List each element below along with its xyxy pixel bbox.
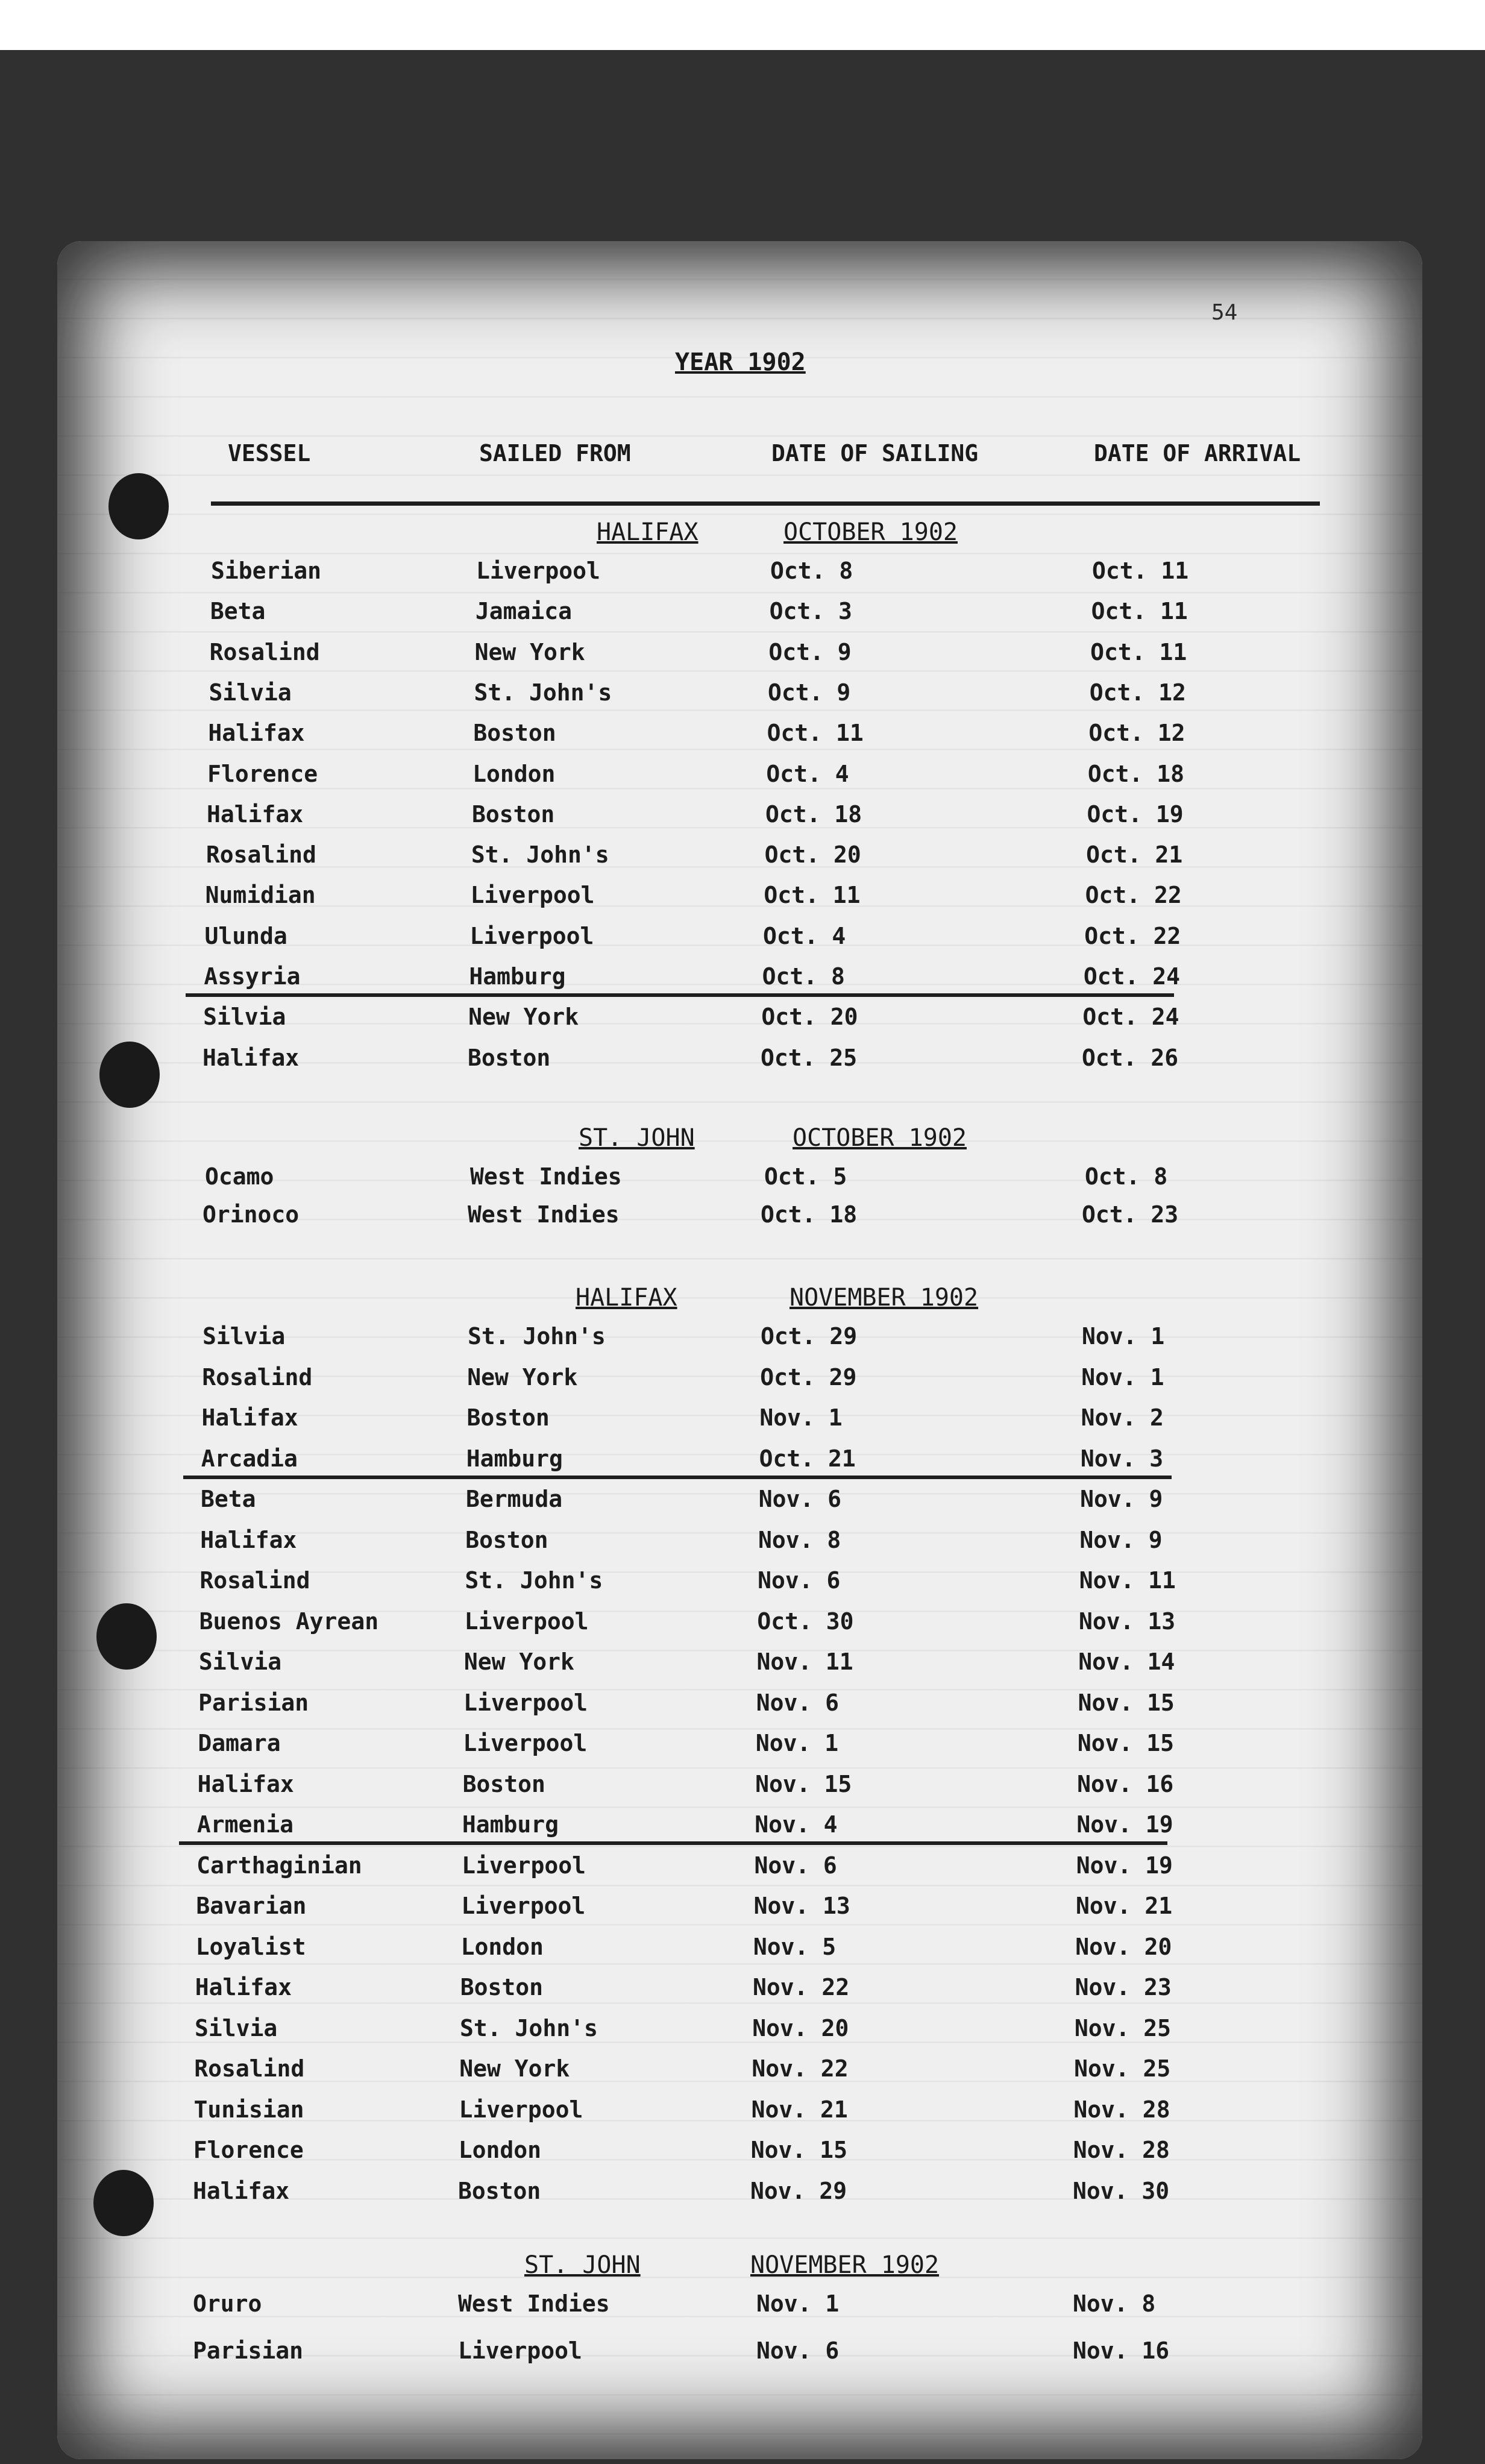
sailed-from-cell: Boston xyxy=(466,1404,550,1431)
arrival-date-cell: Oct. 8 xyxy=(1085,1163,1168,1190)
column-header-date-of-sailing: DATE OF SAILING xyxy=(771,440,979,467)
sailed-from-cell: St. John's xyxy=(471,841,609,869)
sailing-date-cell: Oct. 4 xyxy=(766,760,849,787)
sailed-from-cell: West Indies xyxy=(470,1163,622,1190)
arrival-date-cell: Nov. 15 xyxy=(1077,1730,1174,1756)
sailed-from-cell: Boston xyxy=(473,720,556,747)
arrival-date-cell: Nov. 9 xyxy=(1079,1526,1163,1553)
sailed-from-cell: Boston xyxy=(465,1526,548,1553)
sailing-date-cell: Oct. 5 xyxy=(764,1163,847,1190)
page-number: 54 xyxy=(1211,300,1238,325)
arrival-date-cell: Oct. 24 xyxy=(1082,1004,1179,1031)
arrival-date-cell: Oct. 18 xyxy=(1087,760,1185,787)
row-rule xyxy=(179,1841,1167,1845)
vessel-cell: Florence xyxy=(207,760,318,787)
arrival-date-cell: Nov. 8 xyxy=(1073,2290,1156,2317)
arrival-date-cell: Nov. 28 xyxy=(1073,2096,1170,2123)
sailing-date-cell: Nov. 15 xyxy=(750,2137,847,2163)
sailed-from-cell: New York xyxy=(463,1648,574,1675)
vessel-cell: Arcadia xyxy=(201,1445,298,1472)
arrival-date-cell: Nov. 3 xyxy=(1080,1445,1164,1472)
vessel-cell: Parisian xyxy=(193,2337,304,2364)
sailing-date-cell: Oct. 20 xyxy=(764,841,861,869)
vessel-cell: Ocamo xyxy=(205,1163,274,1190)
column-header-date-of-arrival: DATE OF ARRIVAL xyxy=(1094,440,1301,467)
arrival-date-cell: Nov. 25 xyxy=(1074,2014,1171,2041)
arrival-date-cell: Nov. 16 xyxy=(1073,2337,1170,2364)
arrival-date-cell: Oct. 26 xyxy=(1082,1044,1179,1071)
sailing-date-cell: Oct. 29 xyxy=(760,1363,857,1391)
vessel-cell: Halifax xyxy=(197,1770,294,1797)
sailed-from-cell: Liverpool xyxy=(461,1893,586,1919)
vessel-cell: Assyria xyxy=(204,963,301,990)
section-month: NOVEMBER 1902 xyxy=(750,2251,940,2279)
sailed-from-cell: West Indies xyxy=(458,2290,610,2317)
section-port: ST. JOHN xyxy=(579,1124,695,1152)
vessel-cell: Silvia xyxy=(198,1648,282,1675)
sailed-from-cell: St. John's xyxy=(465,1567,603,1594)
vessel-cell: Armenia xyxy=(196,1811,294,1838)
sailed-from-cell: West Indies xyxy=(468,1201,620,1228)
sailed-from-cell: Liverpool xyxy=(462,1852,586,1879)
vessel-cell: Halifax xyxy=(193,2177,290,2204)
sailed-from-cell: Liverpool xyxy=(469,922,594,949)
arrival-date-cell: Nov. 13 xyxy=(1079,1608,1176,1635)
vessel-cell: Silvia xyxy=(203,1004,286,1031)
sailing-date-cell: Oct. 18 xyxy=(765,800,862,828)
vessel-cell: Silvia xyxy=(202,1323,286,1350)
arrival-date-cell: Nov. 19 xyxy=(1076,1852,1173,1879)
vessel-cell: Rosalind xyxy=(199,1567,310,1594)
sailed-from-cell: New York xyxy=(467,1363,578,1391)
arrival-date-cell: Nov. 21 xyxy=(1076,1893,1173,1919)
sailing-date-cell: Nov. 1 xyxy=(759,1404,843,1431)
arrival-date-cell: Oct. 12 xyxy=(1088,720,1185,747)
sailing-date-cell: Oct. 9 xyxy=(768,638,852,665)
sailed-from-cell: Liverpool xyxy=(463,1730,588,1756)
sailed-from-cell: Boston xyxy=(468,1044,551,1071)
sailed-from-cell: Liverpool xyxy=(459,2096,583,2123)
arrival-date-cell: Oct. 19 xyxy=(1087,800,1184,828)
row-rule xyxy=(186,993,1174,997)
arrival-date-cell: Oct. 23 xyxy=(1082,1201,1179,1228)
arrival-date-cell: Oct. 11 xyxy=(1091,598,1188,625)
sailing-date-cell: Nov. 6 xyxy=(756,1689,839,1716)
vessel-cell: Damara xyxy=(198,1730,281,1756)
sailed-from-cell: Hamburg xyxy=(469,963,566,990)
vessel-cell: Halifax xyxy=(202,1044,300,1071)
arrival-date-cell: Oct. 12 xyxy=(1089,679,1186,706)
sailed-from-cell: London xyxy=(472,760,556,787)
arrival-date-cell: Nov. 19 xyxy=(1076,1811,1173,1838)
section-month: OCTOBER 1902 xyxy=(783,518,958,546)
sailed-from-cell: St. John's xyxy=(468,1323,606,1350)
section-month: OCTOBER 1902 xyxy=(793,1124,967,1152)
vessel-cell: Beta xyxy=(210,598,266,625)
arrival-date-cell: Nov. 9 xyxy=(1080,1486,1163,1512)
row-rule xyxy=(183,1476,1172,1479)
column-header-vessel: VESSEL xyxy=(228,440,311,467)
sailed-from-cell: Jamaica xyxy=(475,598,572,625)
vessel-cell: Parisian xyxy=(198,1689,309,1716)
vessel-cell: Buenos Ayrean xyxy=(199,1608,379,1635)
sailed-from-cell: Hamburg xyxy=(462,1811,559,1838)
section-port: HALIFAX xyxy=(576,1284,677,1312)
sailing-date-cell: Nov. 29 xyxy=(750,2177,847,2204)
sailing-date-cell: Nov. 13 xyxy=(753,1893,850,1919)
sailed-from-cell: Boston xyxy=(472,800,555,828)
vessel-cell: Rosalind xyxy=(206,841,316,869)
page-title: YEAR 1902 xyxy=(675,348,806,376)
sailed-from-cell: Bermuda xyxy=(465,1486,563,1512)
vessel-cell: Silvia xyxy=(209,679,292,706)
sailing-date-cell: Oct. 9 xyxy=(768,679,851,706)
arrival-date-cell: Nov. 1 xyxy=(1082,1323,1165,1350)
vessel-cell: Halifax xyxy=(201,1404,298,1431)
sailed-from-cell: Liverpool xyxy=(463,1689,588,1716)
column-header-sailed-from: SAILED FROM xyxy=(479,440,631,467)
sailed-from-cell: Liverpool xyxy=(458,2337,582,2364)
sailed-from-cell: Boston xyxy=(462,1770,545,1797)
arrival-date-cell: Oct. 11 xyxy=(1092,558,1189,584)
sailing-date-cell: Nov. 11 xyxy=(756,1648,853,1675)
sailing-date-cell: Nov. 6 xyxy=(758,1567,841,1594)
sailing-date-cell: Nov. 1 xyxy=(756,2290,840,2317)
sailed-from-cell: New York xyxy=(468,1004,579,1031)
sailing-date-cell: Nov. 5 xyxy=(753,1933,837,1960)
sailing-date-cell: Nov. 20 xyxy=(752,2014,849,2041)
sailing-date-cell: Oct. 29 xyxy=(761,1323,858,1350)
sailing-date-cell: Oct. 30 xyxy=(757,1608,854,1635)
sailed-from-cell: St. John's xyxy=(474,679,612,706)
sailed-from-cell: Liverpool xyxy=(464,1608,589,1635)
sailed-from-cell: Boston xyxy=(458,2177,541,2204)
vessel-cell: Bavarian xyxy=(196,1893,307,1919)
arrival-date-cell: Nov. 23 xyxy=(1075,1974,1172,2000)
vessel-cell: Halifax xyxy=(208,720,305,747)
sailed-from-cell: London xyxy=(460,1933,544,1960)
vessel-cell: Oruro xyxy=(193,2290,262,2317)
arrival-date-cell: Nov. 15 xyxy=(1078,1689,1175,1716)
vessel-cell: Rosalind xyxy=(202,1363,313,1391)
vessel-cell: Rosalind xyxy=(209,638,320,665)
vessel-cell: Rosalind xyxy=(194,2055,305,2082)
sailed-from-cell: St. John's xyxy=(460,2014,598,2041)
sailed-from-cell: New York xyxy=(474,638,585,665)
vessel-cell: Carthaginian xyxy=(196,1852,362,1879)
arrival-date-cell: Nov. 11 xyxy=(1079,1567,1176,1594)
sailing-date-cell: Nov. 21 xyxy=(751,2096,848,2123)
sailed-from-cell: Boston xyxy=(460,1974,544,2000)
sailing-date-cell: Nov. 22 xyxy=(752,2055,849,2082)
vessel-cell: Numidian xyxy=(205,882,316,909)
sailed-from-cell: New York xyxy=(459,2055,570,2082)
arrival-date-cell: Nov. 30 xyxy=(1073,2177,1170,2204)
arrival-date-cell: Nov. 14 xyxy=(1078,1648,1175,1675)
vessel-cell: Halifax xyxy=(200,1526,297,1553)
sailing-date-cell: Nov. 22 xyxy=(753,1974,850,2000)
arrival-date-cell: Nov. 1 xyxy=(1081,1363,1164,1391)
vessel-cell: Siberian xyxy=(211,558,322,584)
sailing-date-cell: Oct. 11 xyxy=(767,720,864,747)
sailing-date-cell: Oct. 21 xyxy=(759,1445,856,1472)
sailing-date-cell: Oct. 18 xyxy=(761,1201,858,1228)
arrival-date-cell: Nov. 28 xyxy=(1073,2137,1170,2163)
vessel-cell: Orinoco xyxy=(202,1201,300,1228)
vessel-cell: Halifax xyxy=(195,1974,292,2000)
vessel-cell: Tunisian xyxy=(193,2096,304,2123)
sailing-date-cell: Oct. 8 xyxy=(762,963,845,990)
sailing-date-cell: Nov. 1 xyxy=(755,1730,839,1756)
sailing-date-cell: Nov. 15 xyxy=(755,1770,852,1797)
sailing-date-cell: Oct. 11 xyxy=(764,882,861,909)
arrival-date-cell: Oct. 11 xyxy=(1090,638,1187,665)
vessel-cell: Silvia xyxy=(195,2014,278,2041)
section-month: NOVEMBER 1902 xyxy=(790,1284,979,1312)
vessel-cell: Halifax xyxy=(207,800,304,828)
sailed-from-cell: Liverpool xyxy=(470,882,595,909)
sailing-date-cell: Oct. 4 xyxy=(763,922,846,949)
sailing-date-cell: Nov. 6 xyxy=(756,2337,840,2364)
vessel-cell: Loyalist xyxy=(195,1933,306,1960)
sailed-from-cell: Liverpool xyxy=(476,558,600,584)
arrival-date-cell: Nov. 25 xyxy=(1074,2055,1171,2082)
sailing-date-cell: Nov. 4 xyxy=(755,1811,838,1838)
arrival-date-cell: Oct. 24 xyxy=(1083,963,1180,990)
sailing-date-cell: Oct. 25 xyxy=(761,1044,858,1071)
sailing-date-cell: Nov. 6 xyxy=(754,1852,837,1879)
sailing-date-cell: Nov. 6 xyxy=(758,1486,842,1512)
section-port: HALIFAX xyxy=(597,518,699,546)
arrival-date-cell: Nov. 2 xyxy=(1081,1404,1164,1431)
section-port: ST. JOHN xyxy=(524,2251,641,2279)
vessel-cell: Florence xyxy=(193,2137,304,2163)
arrival-date-cell: Nov. 20 xyxy=(1075,1933,1172,1960)
vessel-cell: Beta xyxy=(200,1486,256,1512)
sailing-date-cell: Oct. 3 xyxy=(769,598,852,625)
sailed-from-cell: Hamburg xyxy=(466,1445,563,1472)
vessel-cell: Ulunda xyxy=(204,922,287,949)
arrival-date-cell: Oct. 21 xyxy=(1086,841,1183,869)
sailing-date-cell: Oct. 8 xyxy=(770,558,853,584)
sailing-date-cell: Oct. 20 xyxy=(761,1004,858,1031)
arrival-date-cell: Oct. 22 xyxy=(1084,922,1181,949)
sailed-from-cell: London xyxy=(458,2137,542,2163)
arrival-date-cell: Nov. 16 xyxy=(1077,1770,1174,1797)
sailing-date-cell: Nov. 8 xyxy=(758,1526,841,1553)
arrival-date-cell: Oct. 22 xyxy=(1085,882,1182,909)
